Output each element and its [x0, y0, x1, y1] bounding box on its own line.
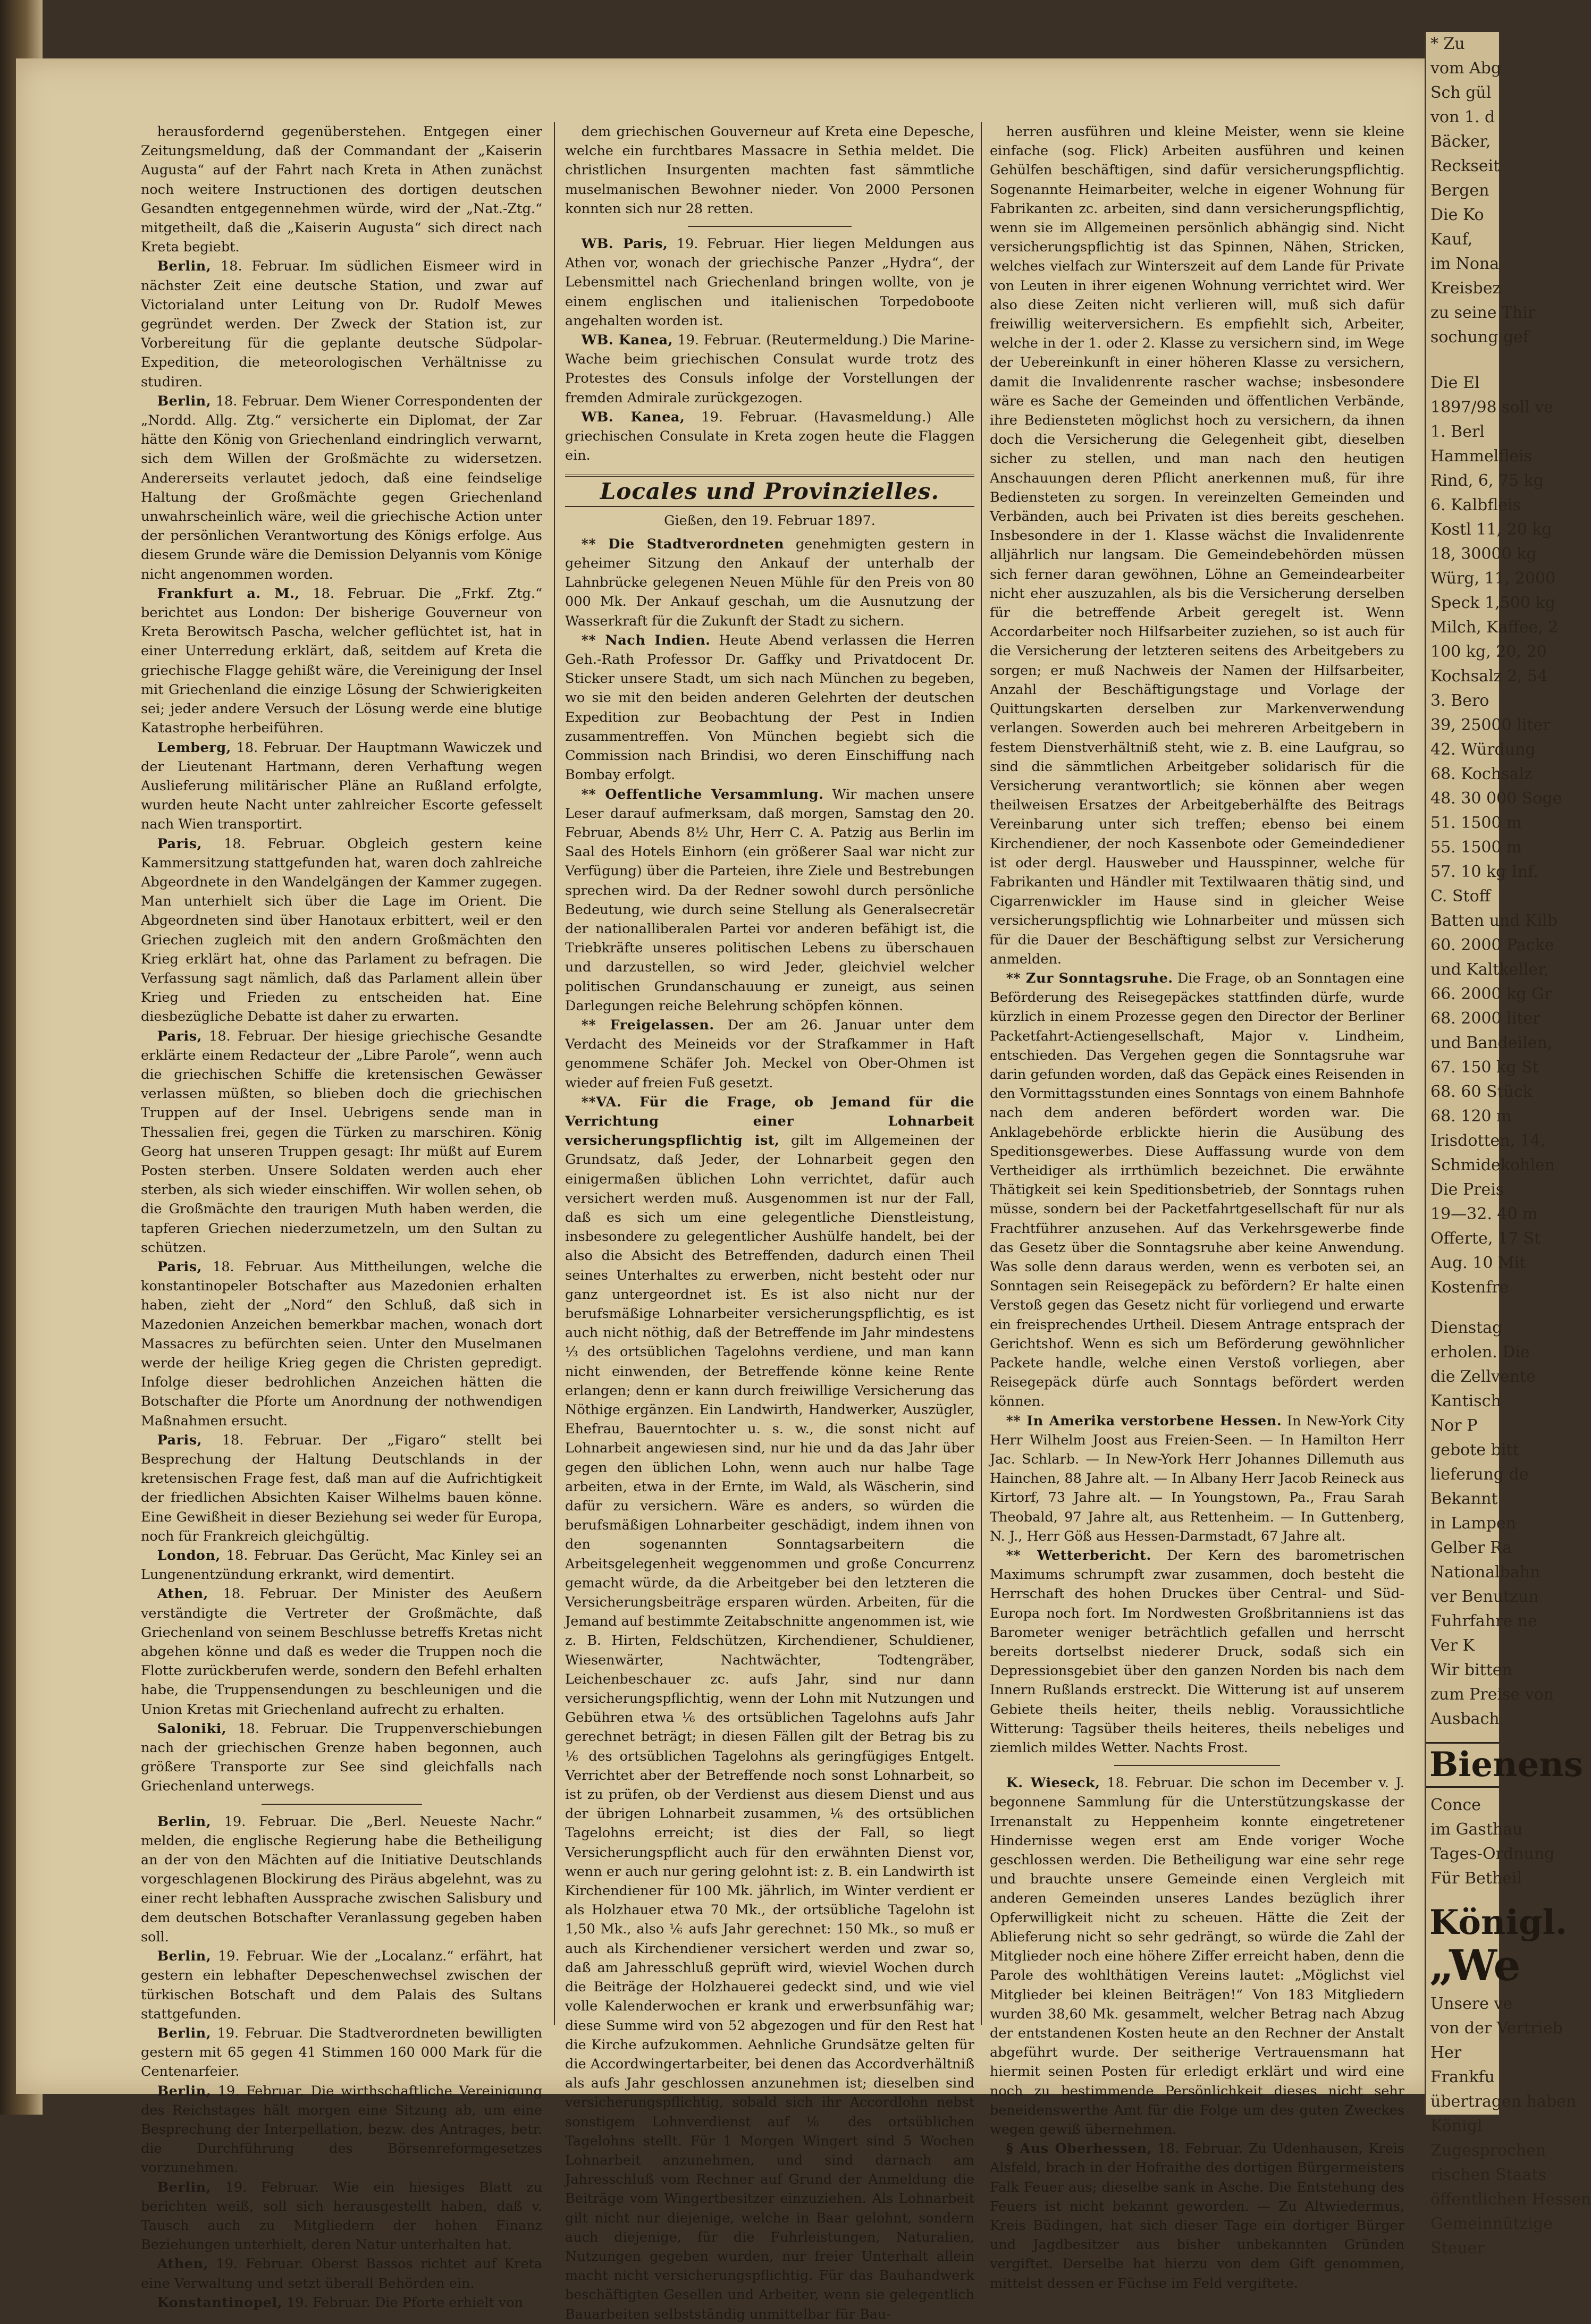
edge-text-line: Kostenfre: [1430, 1278, 1509, 1297]
edge-text-line: 68. 2000 liter: [1430, 1009, 1541, 1028]
edge-text-line: Rind, 6, 75 kg: [1430, 471, 1544, 490]
article-dateline: Paris,: [157, 835, 202, 852]
edge-text-line: Gelber Ra: [1430, 1539, 1512, 1557]
edge-text-line: 39, 25000 liter: [1430, 716, 1551, 734]
edge-text-line: Batten und Kilb: [1430, 911, 1558, 930]
edge-text-line: und Kaltkeller,: [1430, 960, 1549, 979]
article-dateline: Berlin,: [157, 2083, 212, 2099]
article-text: 18. Februar. Dem Wiener Correspondenten der „Nordd. Allg. Ztg.“ versicherte ein Diplomat, der Zar hätte den König von Griechenland eindringlich verwarnt, sich dem Willen der Großmächte zu widersetzen. Andererseits verlautet jedoch, daß eine feindselige Haltung der Großmächte gegen Griechenland unwahrscheinlich wäre, weil die griechische Action unter der persönlichen Verantwortung des Königs erfolge. Aus diesem Grunde wäre die Demission Delyannis vom Könige nicht angenommen worden.: [141, 393, 542, 582]
edge-text-line: 68. 60 Stück: [1430, 1083, 1533, 1101]
article-paragraph: [141, 1947, 542, 2024]
edge-text-line: sochung gef: [1430, 328, 1529, 347]
article-paragraph: [141, 1027, 542, 1257]
article-paragraph: [141, 834, 542, 1027]
article-text: 18. Februar. Der Minister des Aeußern verständigte die Vertreter der Großmächte, daß Griechenland von seinem Beschlusse betreffs Kretas nicht abgehen könne und daß es weder die Truppen noch die Flotte zurückberufen werde, sondern den Befehl erhalten habe, die Truppensendungen zu beschleunigen und die Union Kretas mit Griechenland aufrecht zu erhalten.: [141, 1586, 542, 1718]
edge-text-line: Für Betheil: [1430, 1869, 1522, 1888]
article-dateline: Athen,: [157, 1586, 208, 1602]
edge-text-line: 18, 30000 kg: [1430, 545, 1537, 563]
article-paragraph: [141, 1584, 542, 1719]
column-rule: [554, 122, 555, 2025]
edge-text-line: Kantisch: [1430, 1392, 1501, 1410]
edge-text-line: zum Preise von: [1430, 1685, 1554, 1704]
edge-text-line: * Zu: [1430, 35, 1465, 53]
edge-text-line: rischen Staats: [1430, 2166, 1546, 2184]
edge-text-line: zu seine Thir: [1430, 303, 1536, 322]
article-dateline: **VA. Für die Frage, ob Jemand für die Verrichtung einer Lohnarbeit versicherungspflichtig ist,: [565, 1094, 974, 1149]
edge-text-line: 68. Kochsalz: [1430, 765, 1533, 783]
edge-text-line: und Bandeilen,: [1430, 1034, 1553, 1052]
article-text: 19. Februar. Die wirthschaftliche Vereinigung des Reichstages hält morgen eine Sitzung ab, um eine Besprechung der Interpellation, bezw. des Antrages, betr. die Durchführung des Börsenreformgesetzes vorzunehmen.: [141, 2083, 542, 2176]
edge-text-line: Bekannt: [1430, 1490, 1498, 1508]
edge-text-line: Ver K: [1430, 1636, 1475, 1655]
edge-text-line: lieferung de: [1430, 1465, 1529, 1484]
edge-text-line: Nationalbahn: [1430, 1563, 1541, 1582]
edge-text-line: 68. 120 m: [1430, 1107, 1512, 1126]
article-text: 18. Februar. Zu Udenhausen, Kreis Alsfeld, brach in der Hofraithe des dortigen Bürgermeisters Falk Feuer aus; dieselbe sank in Asche. Die Entstehung des Feuers ist nicht bekannt geworden. — Zu Altwiedermus, Kreis Büdingen, hat sich dieser Tage ein dortiger Bürger und Jagdbesitzer aus bisher unbekannten Gründen vergiftet. Derselbe hat hierzu von dem Gift genommen, mittelst dessen er Füchse im Feld vergiftete.: [990, 2141, 1405, 2292]
edge-heading: Bienens: [1426, 1742, 1499, 1788]
edge-text-line: Speck 1,500 kg: [1430, 594, 1555, 612]
edge-text-line: C. Stoff: [1430, 887, 1491, 906]
article-text: 19. Februar. Die Pforte erhielt von: [287, 2294, 523, 2311]
article-paragraph: [141, 2178, 542, 2255]
edge-text-line: Reckseit: [1430, 157, 1500, 175]
article-text: 19. Februar. Hier liegen Meldungen aus Athen vor, wonach der griechische Panzer „Hydra“, der Lebensmittel nach Griechenland bringen wollte, von je einem englischen und italienischen Torpedoboote angehalten worden ist.: [565, 236, 975, 329]
article-text: gilt im Allgemeinen der Grundsatz, daß Jeder, der Lohnarbeit gegen den einigermaßen üblichen Lohn verrichtet, dafür auch versichert werden muß. Ausgenommen ist nur der Fall, daß es sich um eine gelegentliche Dienstleistung, insbesondere zu gelegentlicher Aushülfe handelt, bei der also die Absicht des Betreffenden, dadurch einen Theil seines Unterhaltes zu erwerben, nicht besteht oder nur ganz untergeordnet ist. Es ist also nicht nur der berufsmäßige Lohnarbeiter versicherungspflichtig, es ist auch nicht nöthig, daß der Betreffende im Jahr mindestens ⅓ des ortsüblichen Tagelohns verdiene, und man kann nicht einwenden, der Betreffende könne keine Rente erlangen; denn er kann durch freiwillige Versicherung das Nöthige ergänzen. Ein Landwirth, Handwerker, Auszügler, Ehefrau, Bauerntochter u. s. w., die sonst nicht auf Lohnarbeit angewiesen sind, nur hie und da das Jahr über gegen den üblichen Lohn, wenn auch nur halbe Tage arbeiten, etwa in der Ernte, im Wald, als Wäscherin, sind dafür zu versichern. Wäre es anders, so würden die berufsmäßigen Lohnarbeiter geschädigt, indem ihnen von den sogenannten Sonntagsarbeitern die Arbeitsgelegenheit weggenommen und große Concurrenz gemacht würde, da die Arbeitgeber bei den letzteren die Versicherungsbeiträge ersparen würden. Arbeiten, für die Jemand auf bestimmte Zeitabschnitte angenommen ist, wie z. B. Hirten, Feldschützen, Kirchendiener, Schuldiener, Wiesenwärter, Nachtwächter, Todtengräber, Leichenbeschauer zc. aufs Jahr, sind nur dann versicherungspflichtig, wenn der Lohn mit Nutzungen und Gebühren etwa ⅙ des ortsüblichen Tagelohns aufs Jahr gerechnet beträgt; in diesen Fällen gilt der Betrag bis zu ⅙ des ortsüblichen Tagelohns als geringfügiges Entgelt. Verrichtet aber der Betreffende noch sonst Lohnarbeit, so ist zu prüfen, ob der Verdienst aus diesem Dienst und aus der übrigen Lohnarbeit zusammen, ⅙ des ortsüblichen Tagelohns erreicht; ist dies der Fall, so liegt Versicherungspflicht auch für den erwähnten Dienst vor, wenn er auch nur gering gelohnt ist: z. B. ein Landwirth ist Kirchendiener für 100 Mk. jährlich, im Winter verdient er als Holzhauer etwa 70 Mk., der ortsübliche Tagelohn ist 1,50 Mk., also ⅙ aufs Jahr gerechnet: 150 Mk., so muß er auch als Kirchendiener versichert werden und zwar so, daß am Jahresschluß geprüft wird, wieviel Wochen durch die Beiträge der Holzhauerei gedeckt sind, und wie viel volle Kalenderwochen er krank und erwerbsunfähig war; diese Summe wird von 52 abgezogen und für den Rest hat die Kirche aufzukommen. Aehnliche Grundsätze gelten für die Accordwingertarbeiter, bei denen das Accordverhältniß als aufs Jahr geschlossen anzunehmen ist; dieselben sind versicherungspflichtig, sobald sich ihr Accordlohn nebst sonstigem Lohnverdienst auf ⅙ des ortsüblichen Tagelohns stellt. Für 1 Morgen Wingert sind 5 Wochen Lohnarbeit anzunehmen, und sind darnach am Jahresschluß vom Rechner auf Grund der Anmeldung die Beiträge vom Wingertbesitzer einzuziehen. Als Lohnarbeit gilt nicht nur diejenige, welche in Baar gelohnt, sondern auch diejenige, für die Fuhrleistungen, Naturalien, Nutzungen gegeben wurden, nur freier Unterhalt allein macht nicht versicherungspflichtig. Für das Bauhandwerk beschäftigten Gesellen und Arbeiter, wenn sie gelegentlich Bauarbeiten selbstständig unmittelbar für Bau-: [565, 1133, 974, 2322]
article-text: 18. Februar. Die schon im December v. J. begonnene Sammlung für die Unterstützungskasse der Irrenanstalt zu Heppenheim konnte eingetretener Hindernisse wegen erst am Ende voriger Woche geschlossen werden. Die Betheiligung war eine sehr rege und brauchte unsere Gemeinde einen Vergleich mit anderen Gemeinden unseres Landes bezüglich ihrer Opferwilligkeit nicht zu scheuen. Hätte die Zeit der Ablieferung nicht so sehr gedrängt, so würde die Zahl der Mitglieder noch eine höhere Ziffer erreicht haben, denn die Parole des wohlthätigen Vereins lautet: „Möglichst viel Mitglieder bei kleinen Beiträgen!“ Von 183 Mitgliedern wurden 38,60 Mk. gesammelt, welcher Betrag nach Abzug der entstandenen Kosten heute an den Rechner der Anstalt abgeführt wurde. Der seitherige Vertrauensmann hat hiermit seinen Posten für erledigt erklärt und wird eine noch zu bestimmende Persönlichkeit dieses nicht sehr beneidenswerthe Amt für die Folge um des guten Zweckes wegen gewiß übernehmen.: [990, 1775, 1405, 2137]
article-paragraph: [141, 2293, 542, 2312]
edge-text-line: Milch, Kaffee, 2: [1430, 618, 1559, 637]
edge-text-line: 55. 1500 m: [1430, 838, 1522, 857]
edge-text-line: 3. Bero: [1430, 691, 1489, 710]
section-heading-box: [565, 475, 974, 506]
column-3: [990, 122, 1405, 2292]
edge-text-line: Unsere ve: [1430, 1995, 1513, 2013]
article-text: 19. Februar. (Reutermeldung.) Die Marine-Wache beim griechischen Consulat wurde trotz des Protestes des Consuls infolge der Vorstellungen der fremden Admirale zurückgezogen.: [565, 332, 975, 406]
article-text: Wir machen unsere Leser darauf aufmerksam, daß morgen, Samstag den 20. Februar, Abends 8½ Uhr, Herr C. A. Patzig aus Berlin im Saal des Hotels Einhorn (ein größerer Saal war nicht zur Verfügung) über die Parteien, ihre Ziele und Bestrebungen sprechen wird. Da der Redner sowohl durch persönliche Bedeutung, wie durch seine Stellung als Generalsecretär der nationalliberalen Partei vor anderen befähigt ist, die Triebkräfte unseres politischen Lebens zu überschauen und darzustellen, so wird Jeder, gleichviel welcher politischen Grundanschauung er zuneigt, aus seinen Darlegungen reiche Belehrung schöpfen können.: [565, 786, 975, 1014]
article-paragraph: [141, 257, 542, 391]
article-dateline: ** Freigelassen.: [581, 1017, 714, 1033]
article-paragraph: [141, 122, 542, 257]
article-text: 18. Februar. Obgleich gestern keine Kammersitzung stattgefunden hat, waren doch zahlreiche Abgeordnete in den Wandelgängen der Kammer zugegen. Man unterhielt sich über die Lage im Orient. Die Abgeordneten sind über Hanotaux erbittert, weil er den Griechen zugleich mit den andern Großmächten den Krieg erklärt hat, ohne das Parlament zu befragen. Die Verfassung sagt nämlich, daß das Parlament allein über Krieg und Frieden zu entscheiden hat. Eine diesbezügliche Debatte ist daher zu erwarten.: [141, 835, 542, 1025]
edge-text-line: in Lampen: [1430, 1514, 1516, 1533]
article-text: 19. Februar. Wie ein hiesiges Blatt zu berichten weiß, soll sich herausgestellt haben, daß v. Tausch auch zu Mitgliedern der hohen Finanz Beziehungen unterhielt, deren Natur unterhalten hat.: [141, 2179, 543, 2253]
article-dateline: Konstantinopel,: [157, 2294, 283, 2311]
article-dateline: Berlin,: [157, 2025, 212, 2041]
edge-text-line: 51. 1500 m: [1430, 814, 1522, 832]
edge-text-line: Kostl 11, 20 kg: [1430, 520, 1552, 539]
article-text: 18. Februar. Im südlichen Eismeer wird in nächster Zeit eine deutsche Station, und zwar auf Victorialand unter Leitung von Dr. Rudolf Mewes gegründet werden. Der Zweck der Station ist, zur Vorbereitung für die geplante deutsche Südpolar-Expedition, die meteorologischen Verhältnisse zu studiren.: [141, 258, 542, 390]
edge-text-line: Nor P: [1430, 1416, 1478, 1435]
article-paragraph: [141, 738, 542, 834]
article-dateline: London,: [157, 1548, 221, 1564]
edge-text-line: erholen. Die: [1430, 1343, 1530, 1362]
article-dateline: ** Oeffentliche Versammlung.: [581, 786, 824, 802]
section-title: Locales und Provinzielles.: [600, 478, 940, 505]
adjacent-page-edge: [1425, 32, 1591, 2258]
edge-text-line: von 1. d: [1430, 108, 1495, 126]
article-text: In New-York City Herr Wilhelm Joost aus Freien-Seen. — In Hamilton Herr Jac. Schlarb. — In New-York Herr Johannes Dillemuth aus Hainchen, 88 Jahre alt. — In Albany Herr Jacob Reineck aus Kirtorf, 73 Jahre alt. — In Youngstown, Pa., Frau Sarah Theobald, 97 Jahre alt, aus Rettenheim. — In Guttenberg, N. J., Herr Göß aus Hessen-Darmstadt, 67 Jahre alt.: [990, 1413, 1405, 1544]
edge-text-line: Offerte, 17 St: [1430, 1229, 1541, 1248]
edge-text-line: Die Ko: [1430, 206, 1484, 224]
edge-text-line: 60. 2000 Packe: [1430, 936, 1554, 954]
article-paragraph: [565, 1093, 974, 2324]
article-text: dem griechischen Gouverneur auf Kreta eine Depesche, welche ein furchtbares Massacre in Sethia meldet. Die christlichen Insurgenten machten fast sämmtliche muselmanischen Bewohner nieder. Von 2000 Personen konnten sich nur 28 retten.: [565, 124, 974, 217]
article-text: 18. Februar. Die Truppenverschiebungen nach der griechischen Grenze haben begonnen, auch größere Transporte zur See sind gleichfalls nach Griechenland unterwegs.: [141, 1720, 542, 1795]
article-dateline: ** Die Stadtverordneten: [581, 536, 785, 552]
edge-text-line: im Gasthau: [1430, 1820, 1523, 1839]
edge-text-line: Frankfu: [1430, 2068, 1495, 2086]
section-separator: [262, 1804, 422, 1805]
article-dateline: Frankfurt a. M.,: [157, 585, 300, 602]
article-dateline: WB. Kanea,: [581, 409, 685, 425]
edge-text-line: Wir bitten: [1430, 1661, 1512, 1679]
article-paragraph: [990, 1412, 1404, 1546]
edge-text-line: Aug. 10 Mit: [1430, 1254, 1526, 1272]
article-paragraph: [565, 631, 974, 785]
article-paragraph: [141, 1431, 542, 1546]
edge-text-line: 48. 30 000 Soge: [1430, 789, 1562, 808]
article-paragraph: [141, 584, 542, 738]
edge-text-line: 57. 10 kg Inf.: [1430, 863, 1538, 881]
edge-text-line: Die El: [1430, 374, 1480, 392]
article-dateline: Berlin,: [157, 2179, 212, 2195]
article-text: genehmigten gestern in geheimer Sitzung den Ankauf der unterhalb der Lahnbrücke gelegenen Neuen Mühle für den Preis von 80 000 Mk. Der Ankauf geschah, um die Ausnutzung der Wasserkraft für die Zukunft der Stadt zu sichern.: [565, 536, 975, 629]
article-dateline: Paris,: [157, 1432, 202, 1448]
article-dateline: Berlin,: [157, 1948, 212, 1965]
dateline: Gießen, den 19. Februar 1897.: [664, 512, 876, 529]
article-text: Der am 26. Januar unter dem Verdacht des Meineids vor der Strafkammer in Haft genommene Schäfer Joh. Meckel von Ober-Ohmen ist wieder auf freien Fuß gesetzt.: [565, 1017, 975, 1091]
article-paragraph: [141, 2024, 542, 2082]
edge-text-line: Ausbach: [1430, 1710, 1500, 1728]
edge-text-line: Kauf,: [1430, 230, 1473, 249]
article-text: herausfordernd gegenüberstehen. Entgegen einer Zeitungsmeldung, daß der Commandant der „Kaiserin Augusta“ auf der Fahrt nach Kreta in Athen zunächst noch weitere Instructionen des dortigen deutschen Gesandten entgegennehmen würde, wird der „Nat.-Ztg.“ mitgetheilt, daß die „Kaiserin Augusta“ sich direct nach Kreta begiebt.: [141, 124, 542, 256]
edge-text-line: 6. Kalbfleis: [1430, 496, 1521, 514]
edge-text-line: 19—32. 40 m: [1430, 1205, 1538, 1223]
column-2: [565, 122, 975, 2322]
article-dateline: Saloniki,: [157, 1720, 227, 1737]
edge-text-line: 100 kg, 20, 20: [1430, 643, 1547, 661]
article-paragraph: [141, 1812, 542, 1947]
section-separator: [688, 226, 852, 227]
article-dateline: Lemberg,: [157, 739, 231, 756]
article-paragraph: [990, 122, 1404, 969]
article-paragraph: [141, 2082, 542, 2178]
edge-text-line: Königl: [1430, 2117, 1483, 2135]
article-paragraph: [565, 408, 974, 466]
section-separator: [1114, 1765, 1280, 1766]
article-text: 18. Februar. Der „Figaro“ stellt bei Besprechung der Haltung Deutschlands in der kretensischen Frage fest, daß man auf die Aufrichtigkeit der friedlichen Absichten Kaiser Wilhelms bauen könne. Eine Gewißheit in dieser Beziehung sei weder für Europa, noch für Frankreich gleichgültig.: [141, 1432, 543, 1544]
article-paragraph: [565, 535, 974, 631]
article-text: 19. Februar. (Havasmeldung.) Alle griechischen Consulate in Kreta zogen heute die Flaggen ein.: [565, 409, 975, 464]
article-paragraph: [990, 1546, 1404, 1757]
edge-text-line: im Nona: [1430, 255, 1500, 273]
edge-text-line: Zugesprochen: [1430, 2141, 1546, 2160]
article-text: herren ausführen und kleine Meister, wenn sie kleine einfache (sog. Flick) Arbeiten ausführen und keinen Gehülfen beschäftigen, sind dafür versicherungspflichtig. Sogenannte Heimarbeiter, welche in eigener Wohnung für Fabrikanten zc. arbeiten, sind dann versicherungspflichtig, wenn sie im Allgemeinen persönlich abhängig sind. Nicht versicherungspflichtig ist das Spinnen, Nähen, Stricken, welches vielfach zur Winterszeit auf dem Lande für Private von Leuten in ihrer eigenen Wohnung verrichtet wird. Wer also diese Zeiten nicht verlieren will, muß sich dafür freiwillig weiterversichern. Es empfiehlt sich, Arbeiter, welche in der 1. oder 2. Klasse zu versichern sind, im Wege der Uebereinkunft in einer höheren Klasse zu versichern, damit die Invalidenrente rascher wachse; insbesondere wäre es Sache der Gemeinden und öffentlichen Verbände, ihre Bediensteten möglichst hoch zu versichern, da ihnen doch die Versicherung die Gelegenheit gibt, dieselben sicher zu stellen, und man nach den heutigen Anschauungen deren Pflicht anerkennen muß, für ihre Bediensteten zu sorgen. In vereinzelten Gemeinden und Verbänden, auch bei Privaten ist dies bereits geschehen. Insbesondere in der 1. Klasse wächst die Invalidenrente alljährlich nur langsam. Die Gemeindebehörden müssen sich ferner daran gewöhnen, Löhne an Gemeindearbeiter nicht eher auszuzahlen, als bis die Versicherung derselben für die betreffende Arbeit geregelt ist. Wenn Accordarbeiter noch Hilfsarbeiter zuziehen, so ist auch für die Versicherung der letzteren seitens des Arbeitgebers zu sorgen; er muß Nachweis der Namen der Hilfsarbeiter, Anzahl der Beschäftigungstage und Vorlage der Quittungskarten derselben zur Markenverwendung verlangen. Sowerden auch bei mehreren Arbeitgebern in festem Dienstverhältniß steht, wie z. B. eine Laufgrau, so sind die sämmtlichen Arbeitgeber solidarisch für die Versicherung verantwortlich; sie können aber wegen theilweisen Ersatzes der Arbeitgeberhälfte des Beitrags Vereinbarung unter sich treffen; ebenso bei einem Kirchendiener, der noch Kassenbote oder Gemeindediener ist oder dergl. Hausweber und Hausspinner, welche für Fabrikanten und Händler mit Textilwaaren thätig sind, und Cigarrenwickler im Hause sind in gleicher Weise versicherungspflichtig wie Lohnarbeiter und müssen sich für die Dauer der Beschäftigung selbst zur Versicherung anmelden.: [990, 124, 1404, 967]
article-text: 19. Februar. Die Stadtverordneten bewilligten gestern mit 65 gegen 41 Stimmen 160 000 Mark für die Centenarfeier.: [141, 2025, 542, 2080]
article-paragraph: [141, 1257, 542, 1431]
article-dateline: Paris,: [157, 1028, 202, 1044]
article-dateline: ** Wetterbericht.: [1006, 1548, 1151, 1564]
article-text: Heute Abend verlassen die Herren Geh.-Rath Professor Dr. Gaffky und Privatdocent Dr. Sticker unsere Stadt, um sich nach München zu begeben, wo sie mit den beiden anderen Gelehrten der deutschen Expedition zur Beobachtung der Pest in Indien zusammentreffen. Von München begiebt sich die Commission nach Brindisi, wo deren Einschiffung nach Bombay erfolgt.: [565, 632, 975, 783]
edge-text-line: Kochsalz 2, 54: [1430, 667, 1548, 686]
article-dateline: WB. Paris,: [581, 236, 668, 252]
article-dateline: K. Wieseck,: [1006, 1775, 1100, 1791]
article-dateline: WB. Kanea,: [581, 332, 673, 349]
edge-text-line: Bäcker,: [1430, 132, 1491, 151]
edge-text-line: Würg, 11, 2000: [1430, 569, 1556, 588]
edge-text-line: Her: [1430, 2043, 1462, 2062]
article-text: 18. Februar. Aus Mittheilungen, welche die konstantinopeler Botschafter aus Mazedonien erhalten haben, zieht der „Nord“ den Schluß, daß sich in Mazedonien Anzeichen bemerkbar machen, wonach dort Massacres zu befürchten seien. Unter den Muselmanen werde der heilige Krieg gegen die Christen gepredigt. Infolge dieser bedrohlichen Anzeichen hätten die Botschafter die Pforte um Anordnung der nothwendigen Maßnahmen ersucht.: [141, 1258, 543, 1429]
edge-text-line: Dienstag: [1430, 1319, 1503, 1337]
edge-text-line: gebote bitt: [1430, 1441, 1519, 1459]
article-paragraph: [565, 234, 974, 331]
article-paragraph: [565, 785, 974, 1016]
edge-text-line: Irisdotten, 14,: [1430, 1131, 1546, 1150]
edge-text-line: ver Benutzun: [1430, 1587, 1539, 1606]
edge-heading: Königl.: [1429, 1903, 1568, 1942]
article-paragraph: [565, 1016, 974, 1093]
edge-text-line: Gemeinnützige: [1430, 2215, 1553, 2233]
article-dateline: ** Nach Indien.: [581, 632, 711, 648]
column-rule: [981, 122, 982, 2025]
article-text: Die Frage, ob an Sonntagen eine Beförderung des Reisegepäckes stattfinden dürfe, wurde kürzlich in einem Prozesse gegen den Director der Berliner Packetfahrt-Actiengesellschaft, Major v. Lindheim, entschieden. Das Vergehen gegen die Sonntagsruhe war darin gefunden worden, daß das Gepäck eines Reisenden in den Vormittagsstunden eines Sonntags von einem Bahnhofe nach dem anderen befördert worden war. Die Anklagebehörde erblickte hierin die Ausübung des Speditionsgewerbes. Diese Auffassung wurde von dem Vertheidiger als irrthümlich bezeichnet. Die erwähnte Thätigkeit sei kein Speditionsbetrieb, der Sonntags ruhen müsse, sondern bei der Packetfahrtgesellschaft für nur als Frachtführer anzusehen. Auf das Verkehrsgewerbe finde das Gesetz über die Sonntagsruhe aber keine Anwendung. Was solle denn daraus werden, wenn es verboten sei, an Sonntagen sein Reisegepäck zu befördern? Er halte einen Verstoß gegen das Gesetz nicht für vorliegend und erwarte ein freisprechendes Urtheil. Diesem Antrage entsprach der Gerichtshof. Wenn es sich um Beförderung gewöhnlicher Packete handle, welche einen Verstoß vorliegen, aber Reisegepäck dürfe auch Sonntags befördert werden können.: [990, 970, 1405, 1410]
edge-text-line: Sch gül: [1430, 83, 1492, 102]
edge-text-line: 42. Würdung: [1430, 740, 1536, 759]
article-dateline: ** In Amerika verstorbene Hessen.: [1006, 1413, 1282, 1429]
edge-text-line: 66. 2000 kg Gr: [1430, 985, 1552, 1003]
article-dateline: Berlin,: [157, 393, 212, 409]
article-dateline: Berlin,: [157, 258, 212, 275]
edge-heading: „We: [1429, 1940, 1521, 1990]
article-dateline: § Aus Oberhessen,: [1006, 2141, 1152, 2157]
edge-text-line: Kreisbez: [1430, 279, 1501, 298]
article-paragraph: [565, 122, 974, 218]
article-paragraph: [141, 1546, 542, 1584]
article-dateline: Athen,: [157, 2256, 208, 2272]
edge-text-line: Die Preis: [1430, 1180, 1504, 1199]
article-dateline: ** Zur Sonntagsruhe.: [1006, 970, 1173, 986]
article-paragraph: [990, 969, 1404, 1412]
article-paragraph: [990, 1773, 1404, 2139]
article-paragraph: [565, 331, 974, 408]
article-text: 18. Februar. Die „Frkf. Ztg.“ berichtet aus London: Der bisherige Gouverneur von Kreta Berowitsch Pascha, welcher geflüchtet ist, hat in einer Unterredung erklärt, daß, seitdem auf Kreta die griechische Flagge gehißt wäre, die Vereinigung der Insel mit Griechenland die einzige Lösung der Schwierigkeiten sei; jeder andere Versuch der Lösung werde eine blutige Katastrophe herbeiführen.: [141, 585, 542, 737]
edge-text-line: Fuhrfahre ne: [1430, 1612, 1537, 1630]
article-paragraph: [990, 2139, 1404, 2293]
edge-text-line: 1897/98 soll ve: [1430, 398, 1554, 417]
edge-text-line: Schmidekohlen: [1430, 1156, 1555, 1174]
article-text: Der Kern des barometrischen Maximums schrumpft zwar zusammen, doch besteht die Herrschaft des hohen Druckes über Central- und Süd-Europa noch fort. Im Nordwesten Großbritanniens ist das Barometer weniger beträchtlich gefallen und herrscht bereits dortselbst niederer Druck, sodaß sich ein Depressionsgebiet über den ganzen Norden bis nach dem Innern Rußlands erstreckt. Die Witterung ist auf unserem Gebiete theils heiter, theils neblig. Voraussichtliche Witterung: Tagsüber theils heiteres, theils nebeliges und ziemlich mildes Wetter. Nachts Frost.: [990, 1548, 1404, 1756]
edge-text-line: 67. 150 kg St: [1430, 1058, 1539, 1077]
edge-text-line: Steuer: [1430, 2239, 1485, 2258]
edge-text-line: öffentlichen Hessen: [1430, 2190, 1591, 2209]
edge-text-line: vom Abg: [1430, 59, 1502, 78]
edge-text-line: Tages-Ordnung: [1430, 1845, 1555, 1863]
article-text: 19. Februar. Wie der „Localanz.“ erfährt, hat gestern ein lebhafter Depeschenwechsel zwischen der türkischen Botschaft und dem Palais des Sultans stattgefunden.: [141, 1948, 543, 2022]
edge-text-line: Bergen: [1430, 181, 1489, 200]
article-dateline: Berlin,: [157, 1813, 212, 1830]
article-text: 19. Februar. Oberst Bassos richtet auf Kreta eine Verwaltung und setzt überall Behörden ein.: [141, 2256, 542, 2292]
article-text: 18. Februar. Der hiesige griechische Gesandte erklärte einem Redacteur der „Libre Parole“, wenn auch die griechischen Schiffe die kretensischen Gewässer verlassen müßten, so blieben doch die griechischen Truppen auf der Insel. Uebrigens sende man in Thessalien frei, gegen die Türken zu marschiren. König Georg hat unseren Truppen gesagt: Ihr müßt auf Eurem Posten sterben. Unsere Soldaten werden auch eher sterben, als sich wieder einschiffen. Wir wollen sehen, ob die Großmächte den traurigen Muth haben werden, die tapferen Griechen niederzumetzeln, um den Sultan zu schützen.: [141, 1028, 542, 1256]
article-paragraph: [141, 392, 542, 584]
edge-text-line: Hammelfleis: [1430, 447, 1533, 466]
edge-text-line: die Zellvente: [1430, 1367, 1536, 1386]
column-1: [141, 122, 543, 2311]
edge-text-line: übertragen haben: [1430, 2092, 1577, 2111]
article-text: 18. Februar. Das Gerücht, Mac Kinley sei an Lungenentzündung erkrankt, wird dementirt.: [141, 1548, 543, 1583]
article-paragraph: [141, 2254, 542, 2293]
edge-text-line: 1. Berl: [1430, 422, 1485, 441]
article-paragraph: [141, 1719, 542, 1796]
article-text: 19. Februar. Die „Berl. Neueste Nachr.“ melden, die englische Regierung habe die Betheiligung an der von den Mächten auf die Initiative Deutschlands vorgeschlagenen Blockirung des Piräus abgelehnt, was zu einer recht lebhaften Aussprache zwischen Salisbury und dem deutschen Botschafter Veranlassung gegeben haben soll.: [141, 1813, 542, 1945]
edge-text-line: von der Vertrieb: [1430, 2019, 1563, 2038]
article-dateline: Paris,: [157, 1258, 202, 1275]
article-text: 18. Februar. Der Hauptmann Wawiczek und der Lieutenant Hartmann, deren Verhaftung wegen Auslieferung militärischer Pläne an Rußland erfolgte, wurden heute Nacht unter zahlreicher Escorte gefesselt nach Wien transportirt.: [141, 739, 542, 833]
edge-text-line: Conce: [1430, 1796, 1481, 1814]
